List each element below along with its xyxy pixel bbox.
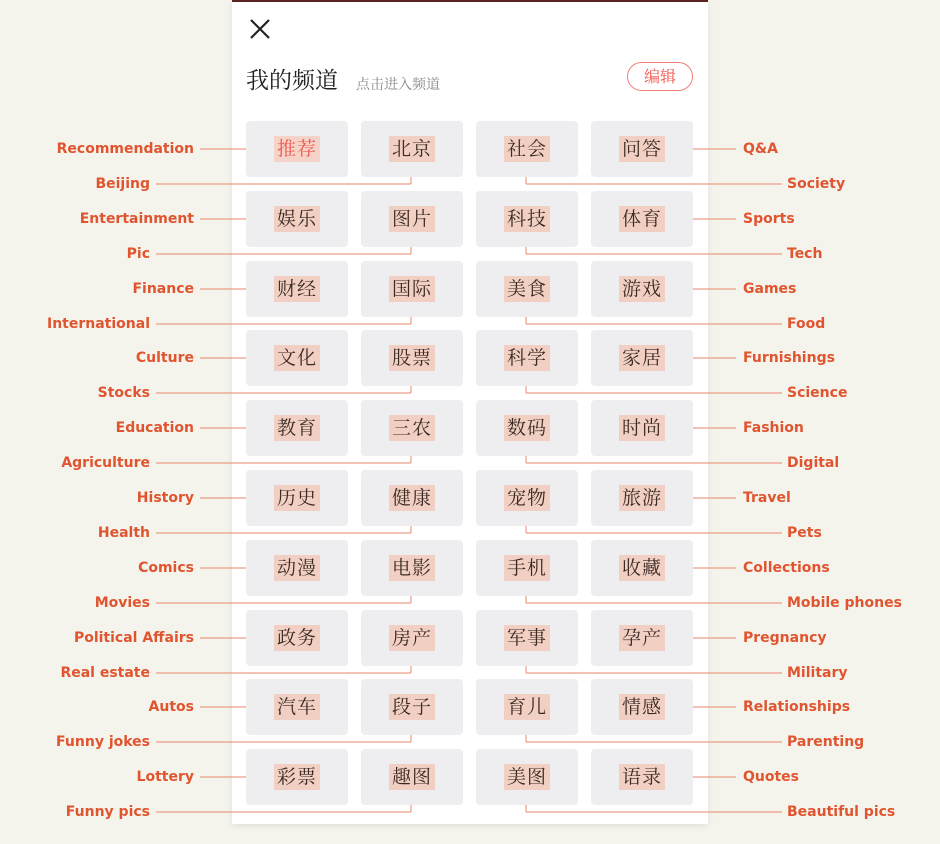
channel-label: 手机 bbox=[504, 555, 550, 581]
annotation-label: Beijing bbox=[95, 176, 150, 192]
channel-tile[interactable] bbox=[361, 749, 463, 805]
channel-tile[interactable] bbox=[476, 400, 578, 456]
annotation-label: Pic bbox=[126, 246, 150, 262]
annotation-label: Pets bbox=[787, 525, 822, 541]
page-subtitle: 点击进入频道 bbox=[356, 77, 440, 93]
annotation-label: Furnishings bbox=[743, 350, 835, 366]
channel-tile[interactable] bbox=[476, 540, 578, 596]
channel-tile[interactable] bbox=[361, 261, 463, 317]
channel-label: 科学 bbox=[504, 345, 550, 371]
channel-label: 育儿 bbox=[504, 694, 550, 720]
channel-tile[interactable] bbox=[591, 191, 693, 247]
channel-tile[interactable] bbox=[246, 330, 348, 386]
channel-label: 体育 bbox=[619, 206, 665, 232]
channel-label: 房产 bbox=[389, 625, 435, 651]
channel-label: 汽车 bbox=[274, 694, 320, 720]
annotation-label: Funny jokes bbox=[56, 734, 150, 750]
channel-tile[interactable] bbox=[246, 121, 348, 177]
channel-tile[interactable] bbox=[476, 121, 578, 177]
channel-label: 历史 bbox=[274, 485, 320, 511]
channel-label: 游戏 bbox=[619, 276, 665, 302]
annotation-label: Sports bbox=[743, 211, 795, 227]
annotation-label: Comics bbox=[138, 560, 194, 576]
annotation-label: Science bbox=[787, 385, 848, 401]
channel-tile[interactable] bbox=[476, 191, 578, 247]
channel-label: 推荐 bbox=[274, 136, 320, 162]
annotation-label: Lottery bbox=[136, 769, 194, 785]
channel-tile[interactable] bbox=[361, 470, 463, 526]
channel-tile[interactable] bbox=[476, 679, 578, 735]
channel-label: 三农 bbox=[389, 415, 435, 441]
annotation-label: Q&A bbox=[743, 141, 778, 157]
channel-label: 情感 bbox=[619, 694, 665, 720]
annotation-label: Pregnancy bbox=[743, 630, 827, 646]
annotation-label: Food bbox=[787, 316, 826, 332]
channel-tile[interactable] bbox=[591, 610, 693, 666]
channel-tile[interactable] bbox=[591, 121, 693, 177]
annotation-label: Entertainment bbox=[79, 211, 194, 227]
channel-tile[interactable] bbox=[246, 540, 348, 596]
channel-label: 数码 bbox=[504, 415, 550, 441]
annotation-label: Finance bbox=[132, 281, 194, 297]
annotation-label: Movies bbox=[94, 595, 150, 611]
channel-tile[interactable] bbox=[361, 679, 463, 735]
channel-tile[interactable] bbox=[476, 610, 578, 666]
channel-label: 北京 bbox=[389, 136, 435, 162]
channel-tile[interactable] bbox=[361, 330, 463, 386]
annotation-label: Quotes bbox=[743, 769, 800, 785]
channel-tile[interactable] bbox=[591, 679, 693, 735]
channel-tile[interactable] bbox=[591, 749, 693, 805]
channel-label: 健康 bbox=[389, 485, 435, 511]
annotation-label: Military bbox=[787, 665, 848, 681]
annotation-label: Fashion bbox=[743, 420, 804, 436]
channel-label: 电影 bbox=[389, 555, 435, 581]
channel-label: 图片 bbox=[389, 206, 435, 232]
annotation-label: Beautiful pics bbox=[787, 804, 896, 820]
channel-label: 政务 bbox=[274, 625, 320, 651]
channel-label: 美食 bbox=[504, 276, 550, 302]
channel-tile[interactable] bbox=[476, 330, 578, 386]
channel-tile[interactable] bbox=[361, 191, 463, 247]
channel-label: 段子 bbox=[389, 694, 435, 720]
channel-label: 教育 bbox=[274, 415, 320, 441]
channel-label: 财经 bbox=[274, 276, 320, 302]
channel-tile[interactable] bbox=[246, 679, 348, 735]
annotation-label: Tech bbox=[787, 246, 823, 262]
annotation-label: Recommendation bbox=[56, 141, 194, 157]
edit-button[interactable]: 编辑 bbox=[627, 62, 693, 91]
channel-label: 动漫 bbox=[274, 555, 320, 581]
channel-label: 股票 bbox=[389, 345, 435, 371]
channel-label: 军事 bbox=[504, 625, 550, 651]
channel-tile[interactable] bbox=[246, 191, 348, 247]
channel-label: 宠物 bbox=[504, 485, 550, 511]
channel-label: 家居 bbox=[619, 345, 665, 371]
channel-tile[interactable] bbox=[591, 261, 693, 317]
channel-label: 问答 bbox=[619, 136, 665, 162]
annotation-label: Parenting bbox=[787, 734, 865, 750]
channel-tile[interactable] bbox=[476, 749, 578, 805]
annotation-label: Society bbox=[787, 176, 846, 192]
annotation-label: Collections bbox=[743, 560, 830, 576]
annotation-label: History bbox=[136, 490, 194, 506]
channel-label: 国际 bbox=[389, 276, 435, 302]
channel-tile[interactable] bbox=[476, 261, 578, 317]
annotation-label: Travel bbox=[743, 490, 791, 506]
channel-tile[interactable] bbox=[361, 400, 463, 456]
channel-label: 旅游 bbox=[619, 485, 665, 511]
annotation-label: Autos bbox=[148, 699, 194, 715]
annotation-label: Mobile phones bbox=[787, 595, 902, 611]
channel-tile[interactable] bbox=[246, 749, 348, 805]
annotation-label: Agriculture bbox=[61, 455, 150, 471]
channel-label: 文化 bbox=[274, 345, 320, 371]
channel-tile[interactable] bbox=[246, 261, 348, 317]
annotation-label: Health bbox=[97, 525, 150, 541]
channel-label: 语录 bbox=[619, 764, 665, 790]
annotation-label: Digital bbox=[787, 455, 840, 471]
annotation-label: Games bbox=[743, 281, 797, 297]
channel-tile[interactable] bbox=[591, 400, 693, 456]
annotation-label: Education bbox=[115, 420, 194, 436]
channel-tile[interactable] bbox=[246, 400, 348, 456]
channel-tile[interactable] bbox=[361, 121, 463, 177]
channel-label: 彩票 bbox=[274, 764, 320, 790]
channel-tile[interactable] bbox=[361, 610, 463, 666]
channel-label: 孕产 bbox=[619, 625, 665, 651]
channel-tile[interactable] bbox=[591, 470, 693, 526]
channel-label: 美图 bbox=[504, 764, 550, 790]
annotation-label: International bbox=[46, 316, 150, 332]
annotation-label: Stocks bbox=[97, 385, 150, 401]
annotation-label: Culture bbox=[135, 350, 194, 366]
channel-tile[interactable] bbox=[361, 540, 463, 596]
channel-tile[interactable] bbox=[246, 470, 348, 526]
channel-tile[interactable] bbox=[591, 330, 693, 386]
annotation-label: Political Affairs bbox=[73, 630, 194, 646]
annotation-label: Real estate bbox=[60, 665, 150, 681]
channel-label: 科技 bbox=[504, 206, 550, 232]
channel-label: 娱乐 bbox=[274, 206, 320, 232]
channel-tile[interactable] bbox=[476, 470, 578, 526]
annotation-label: Relationships bbox=[743, 699, 851, 715]
channel-label: 趣图 bbox=[389, 764, 435, 790]
channel-tile[interactable] bbox=[246, 610, 348, 666]
channel-tile[interactable] bbox=[591, 540, 693, 596]
annotation-label: Funny pics bbox=[65, 804, 150, 820]
channel-label: 收藏 bbox=[619, 555, 665, 581]
page-title: 我的频道 bbox=[246, 68, 338, 94]
channel-label: 时尚 bbox=[619, 415, 665, 441]
channel-label: 社会 bbox=[504, 136, 550, 162]
